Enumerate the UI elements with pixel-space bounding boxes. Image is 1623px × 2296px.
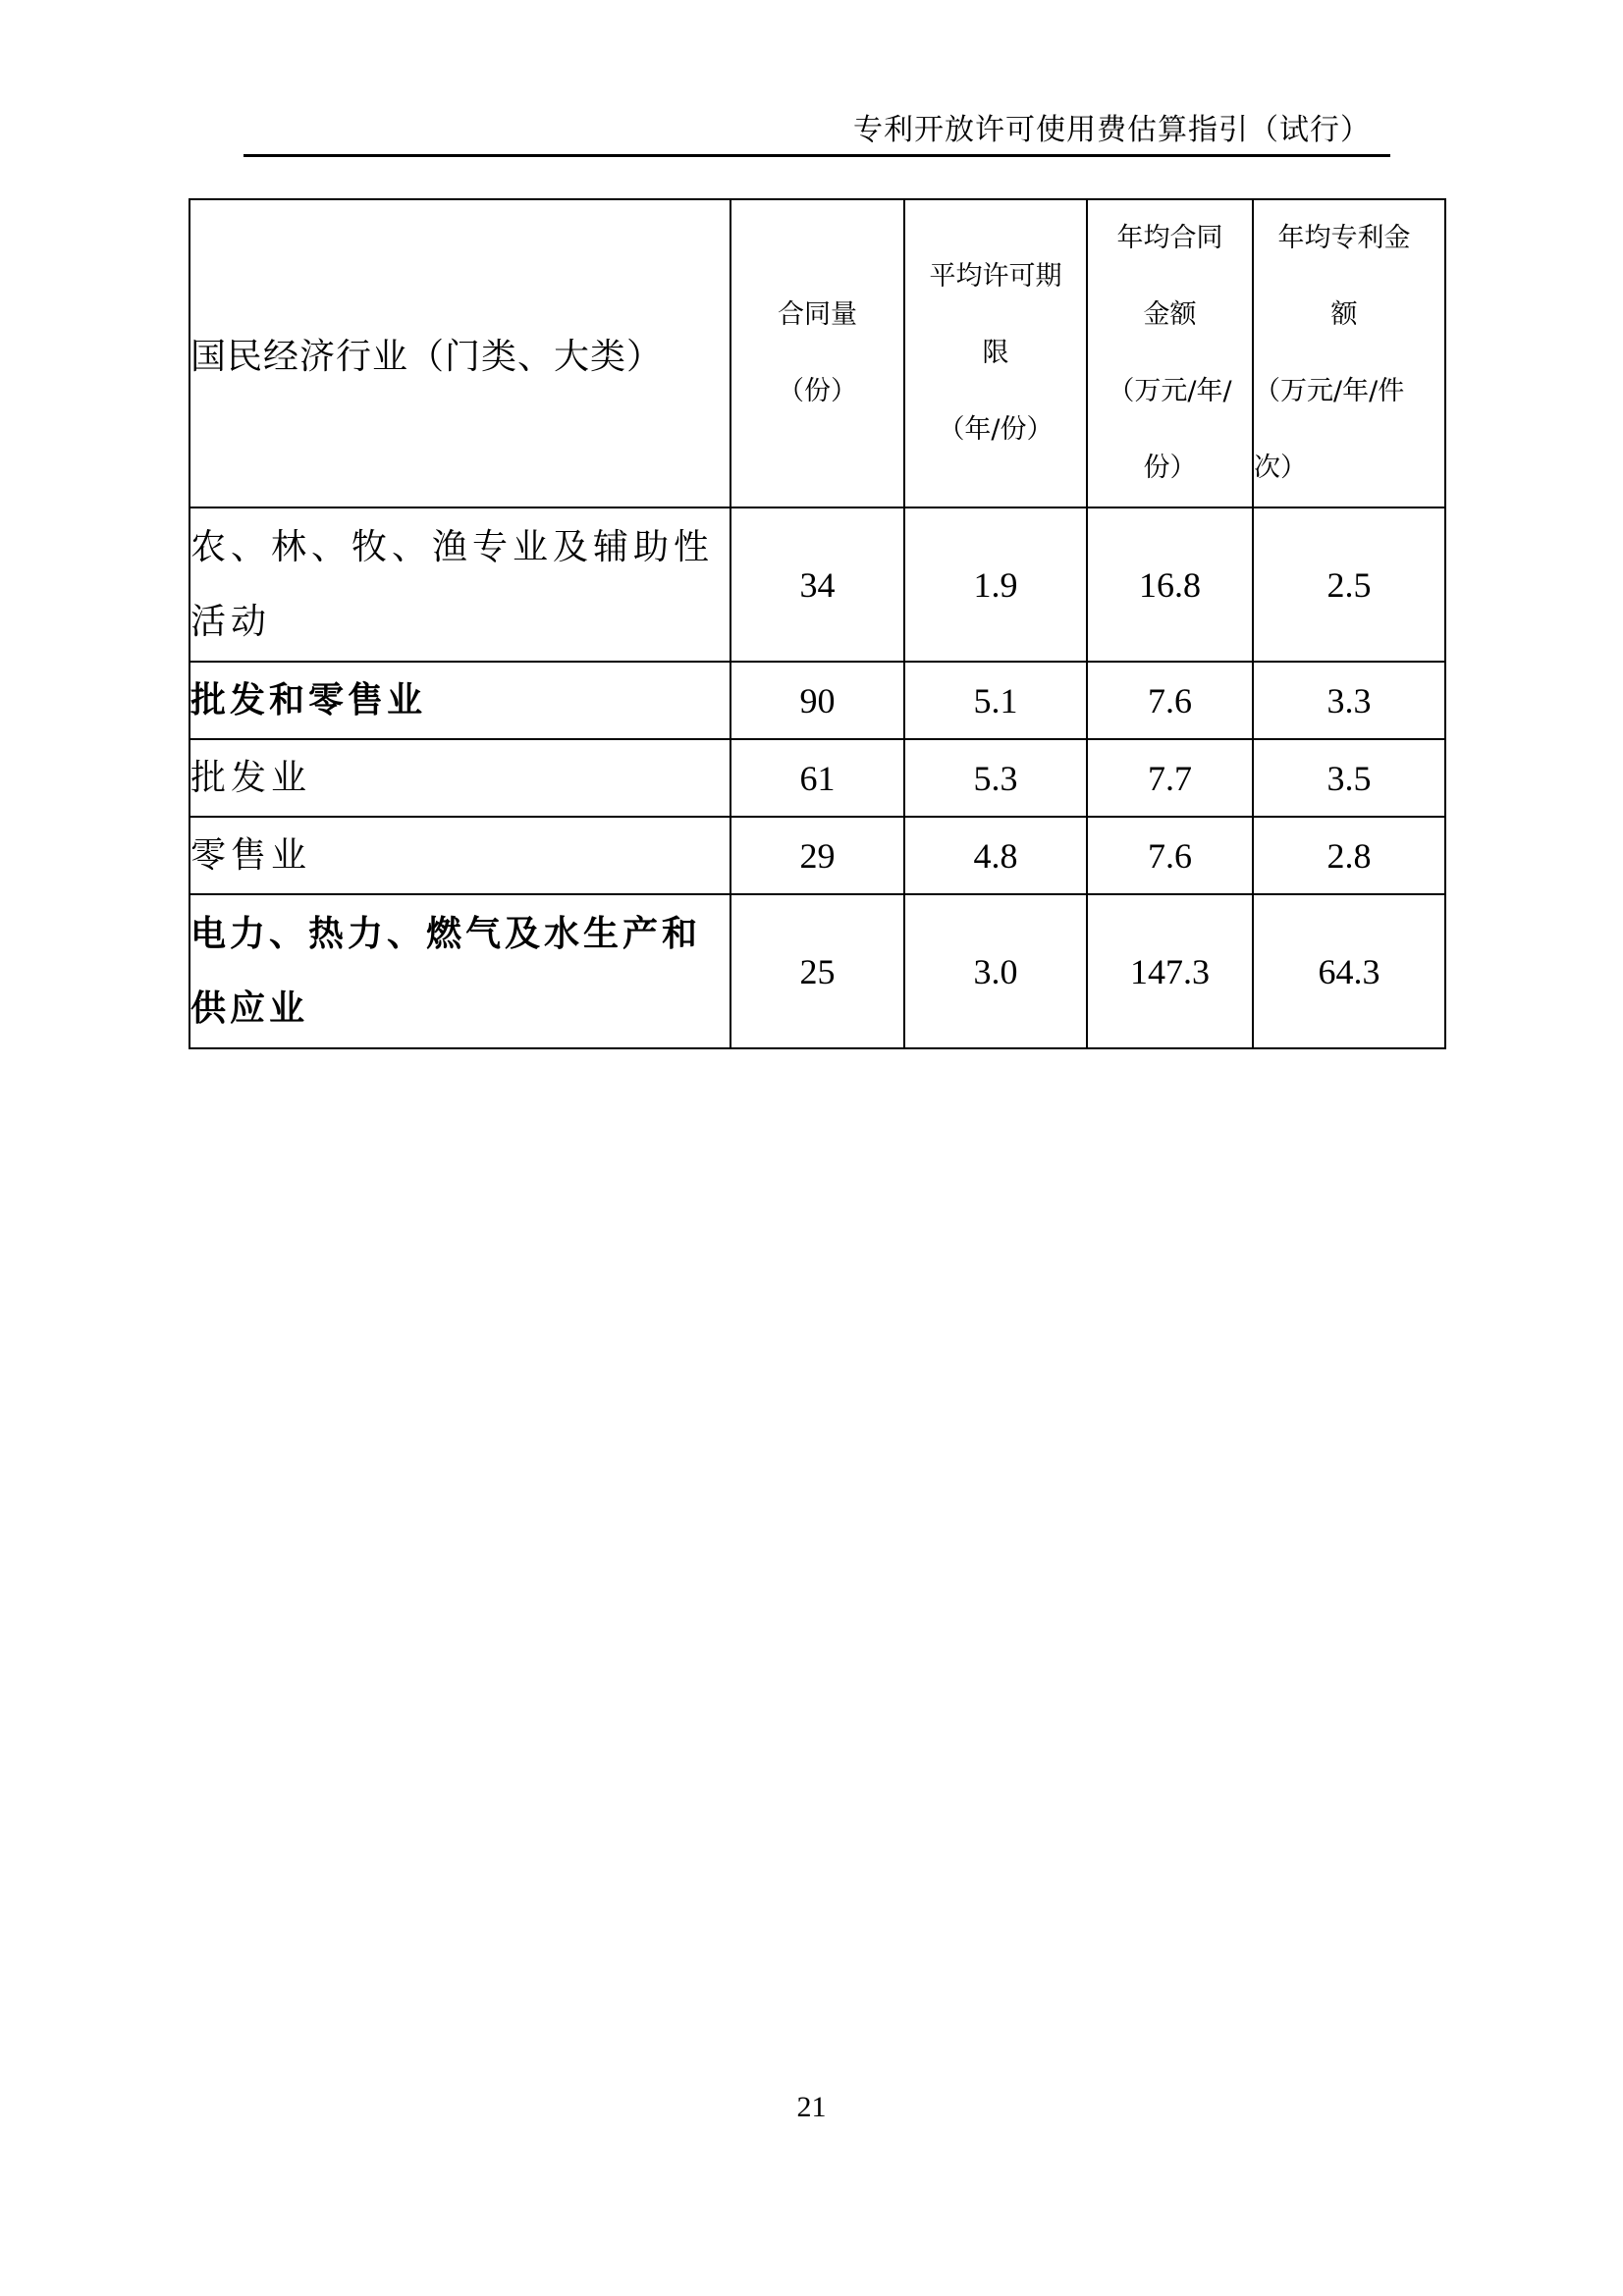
avg-contract-amount-cell: 7.7 bbox=[1087, 739, 1253, 817]
avg-patent-amount-cell: 3.5 bbox=[1253, 739, 1445, 817]
table-row bbox=[189, 739, 1445, 817]
avg-contract-amount-cell: 7.6 bbox=[1087, 662, 1253, 739]
industry-cell: 批发和零售业 bbox=[189, 662, 730, 739]
table-header-row bbox=[189, 199, 1445, 507]
table-row bbox=[189, 662, 1445, 739]
industry-license-fee-table bbox=[189, 198, 1446, 1049]
avg-term-cell: 5.1 bbox=[904, 662, 1087, 739]
table-row bbox=[189, 507, 1445, 662]
column-header-contracts: 合同量 （份） bbox=[730, 199, 904, 507]
avg-contract-amount-cell: 16.8 bbox=[1087, 507, 1253, 662]
avg-patent-amount-cell: 64.3 bbox=[1253, 894, 1445, 1048]
document-title: 专利开放许可使用费估算指引（试行） bbox=[853, 113, 1371, 147]
avg-contract-amount-cell: 147.3 bbox=[1087, 894, 1253, 1048]
avg-contract-amount-cell: 7.6 bbox=[1087, 817, 1253, 894]
industry-cell: 零售业 bbox=[189, 817, 730, 894]
avg-term-cell: 3.0 bbox=[904, 894, 1087, 1048]
avg-term-cell: 5.3 bbox=[904, 739, 1087, 817]
industry-cell: 批发业 bbox=[189, 739, 730, 817]
contracts-cell: 25 bbox=[730, 894, 904, 1048]
column-header-avg-contract-amount: 年均合同 金额 （万元/年/ 份） bbox=[1087, 199, 1253, 507]
industry-cell: 电力、热力、燃气及水生产和供应业 bbox=[189, 894, 730, 1048]
table-row bbox=[189, 894, 1445, 1048]
avg-patent-amount-cell: 2.8 bbox=[1253, 817, 1445, 894]
contracts-cell: 34 bbox=[730, 507, 904, 662]
contracts-cell: 29 bbox=[730, 817, 904, 894]
avg-term-cell: 4.8 bbox=[904, 817, 1087, 894]
avg-patent-amount-cell: 2.5 bbox=[1253, 507, 1445, 662]
column-header-industry: 国民经济行业（门类、大类） bbox=[189, 199, 730, 507]
table-row bbox=[189, 817, 1445, 894]
contracts-cell: 90 bbox=[730, 662, 904, 739]
running-header bbox=[243, 114, 1390, 157]
contracts-cell: 61 bbox=[730, 739, 904, 817]
page-number: 21 bbox=[796, 2091, 827, 2123]
avg-patent-amount-cell: 3.3 bbox=[1253, 662, 1445, 739]
avg-term-cell: 1.9 bbox=[904, 507, 1087, 662]
industry-cell: 农、林、牧、渔专业及辅助性活动 bbox=[189, 507, 730, 662]
column-header-avg-term: 平均许可期 限 （年/份） bbox=[904, 199, 1087, 507]
column-header-avg-patent-amount: 年均专利金 额 （万元/年/件 次） bbox=[1253, 199, 1445, 507]
